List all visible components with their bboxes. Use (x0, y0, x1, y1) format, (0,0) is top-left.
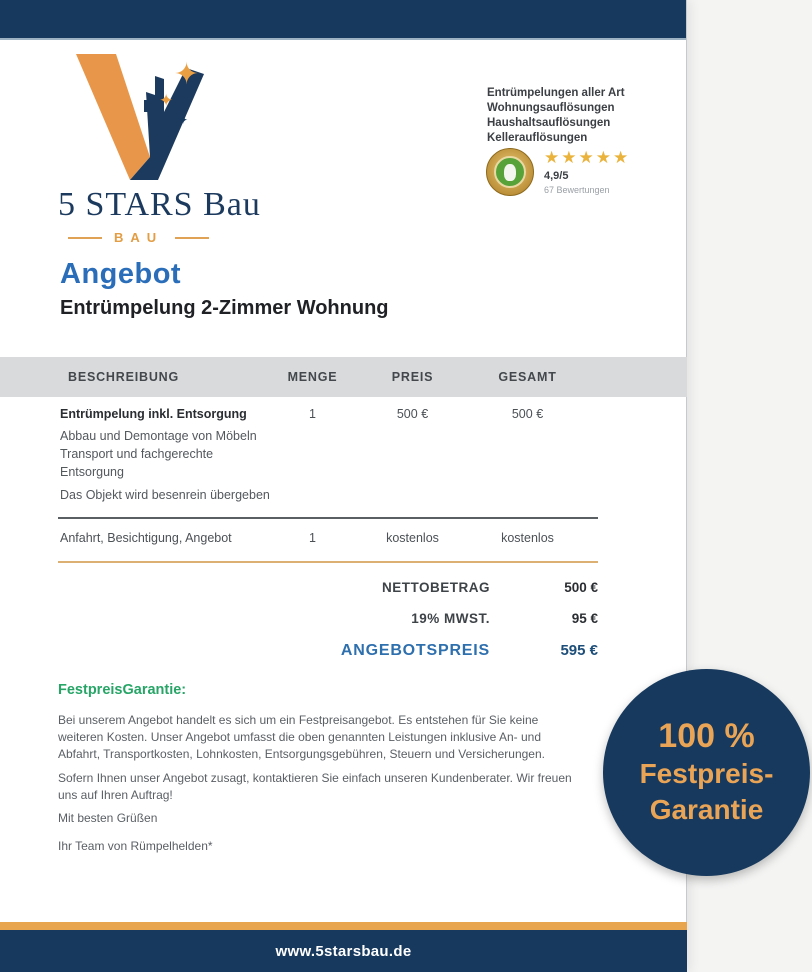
top-navy-bar (0, 0, 686, 40)
section-divider (58, 561, 598, 563)
col-header-gesamt: GESAMT (498, 370, 557, 384)
footer-bar (0, 930, 687, 972)
total-label: 19% MWST. (411, 611, 490, 626)
sparkle-icon: ✦ (159, 91, 174, 110)
star-rating-icon: ★★★★★ (544, 148, 631, 167)
signature-line: Ihr Team von Rümpelhelden* (58, 839, 213, 853)
sparkle-icon: ✦ (178, 113, 189, 127)
row-price: kostenlos (386, 531, 439, 545)
col-header-preis: PREIS (391, 370, 434, 384)
service-line: Wohnungsauflösungen (487, 102, 615, 114)
row-detail-line: Entsorgung (60, 465, 124, 479)
total-label: NETTOBETRAG (381, 580, 490, 595)
closing-line: Mit besten Grüßen (58, 811, 158, 825)
guarantee-paragraph: Bei unserem Angebot handelt es sich um ein Festpreisangebot. Es entstehen für Sie keine weiteren Kosten. Unser Angebot umfasst die oben genannten Leistungen inklusive An- und Abfahrt, Transportkosten, Lohnkosten, Entsorgungsgebühren, Steuern und Versicherungen. (58, 713, 545, 761)
total-value: 95 € (571, 611, 598, 626)
website-link[interactable]: www.5starsbau.de (275, 942, 412, 960)
logo-v-mark-icon (58, 52, 248, 182)
total-value: 500 € (564, 580, 598, 595)
row-description: Anfahrt, Besichtigung, Angebot (60, 531, 232, 545)
row-quantity: 1 (309, 531, 316, 545)
brand-subtitle-text: BAU (114, 230, 164, 245)
row-detail-line: Abbau und Demontage von Möbeln (60, 429, 257, 443)
total-row-mwst (0, 611, 598, 626)
rating-review-count: 67 Bewertungen (544, 185, 610, 195)
footer-accent-strip (0, 922, 687, 930)
total-row-angebotspreis (0, 642, 598, 660)
offer-paragraph: Sofern Ihnen unser Angebot zusagt, kontaktieren Sie einfach unseren Kundenberater. Wir freuen uns auf Ihren Auftrag! (58, 771, 572, 802)
row-note: Das Objekt wird besenrein übergeben (60, 488, 270, 502)
brand-subtitle (68, 230, 248, 245)
badge-text-line: Festpreis- (639, 757, 774, 789)
brand-name: 5 STARS Bau (58, 186, 261, 223)
service-line: Entrümpelungen aller Art (487, 87, 625, 99)
row-price: 500 € (396, 407, 429, 421)
row-quantity: 1 (309, 407, 316, 421)
totals-block (0, 580, 598, 676)
page-title: Angebot (60, 258, 182, 290)
rating-score: 4,9/5 (544, 170, 569, 182)
rating-details (544, 148, 630, 196)
row-total: kostenlos (501, 531, 554, 545)
table-row (0, 407, 687, 481)
col-header-beschreibung: BESCHREIBUNG (68, 370, 179, 384)
table-row (0, 531, 687, 545)
seal-inner-circle (494, 156, 526, 188)
festpreis-garantie-badge (603, 669, 810, 876)
row-description (0, 407, 265, 481)
row-divider (58, 517, 598, 519)
row-total: 500 € (511, 407, 544, 421)
services-list (487, 86, 625, 146)
total-row-netto (0, 580, 598, 595)
row-detail-line: Transport und fachgerechte (60, 447, 214, 461)
badge-text-line: Garantie (649, 794, 764, 826)
quality-seal-icon (486, 148, 534, 196)
badge-percent-text: 100 % (658, 716, 755, 755)
page-subtitle: Entrümpelung 2-Zimmer Wohnung (60, 297, 389, 319)
row-title: Entrümpelung inkl. Entsorgung (60, 407, 247, 421)
service-line: Haushaltsauflösungen (487, 117, 611, 129)
table-header-row (0, 357, 687, 397)
sparkle-icon: ✦ (174, 58, 200, 91)
dash-divider (175, 237, 209, 239)
col-header-menge: MENGE (287, 370, 338, 384)
company-logo (58, 52, 278, 245)
seal-emblem (504, 164, 516, 181)
total-label: ANGEBOTSPREIS (340, 642, 490, 659)
rating-block (486, 148, 630, 196)
service-line: Kellerauflösungen (487, 132, 588, 144)
dash-divider (68, 237, 102, 239)
total-value: 595 € (560, 642, 598, 659)
guarantee-heading: FestpreisGarantie: (58, 682, 187, 698)
